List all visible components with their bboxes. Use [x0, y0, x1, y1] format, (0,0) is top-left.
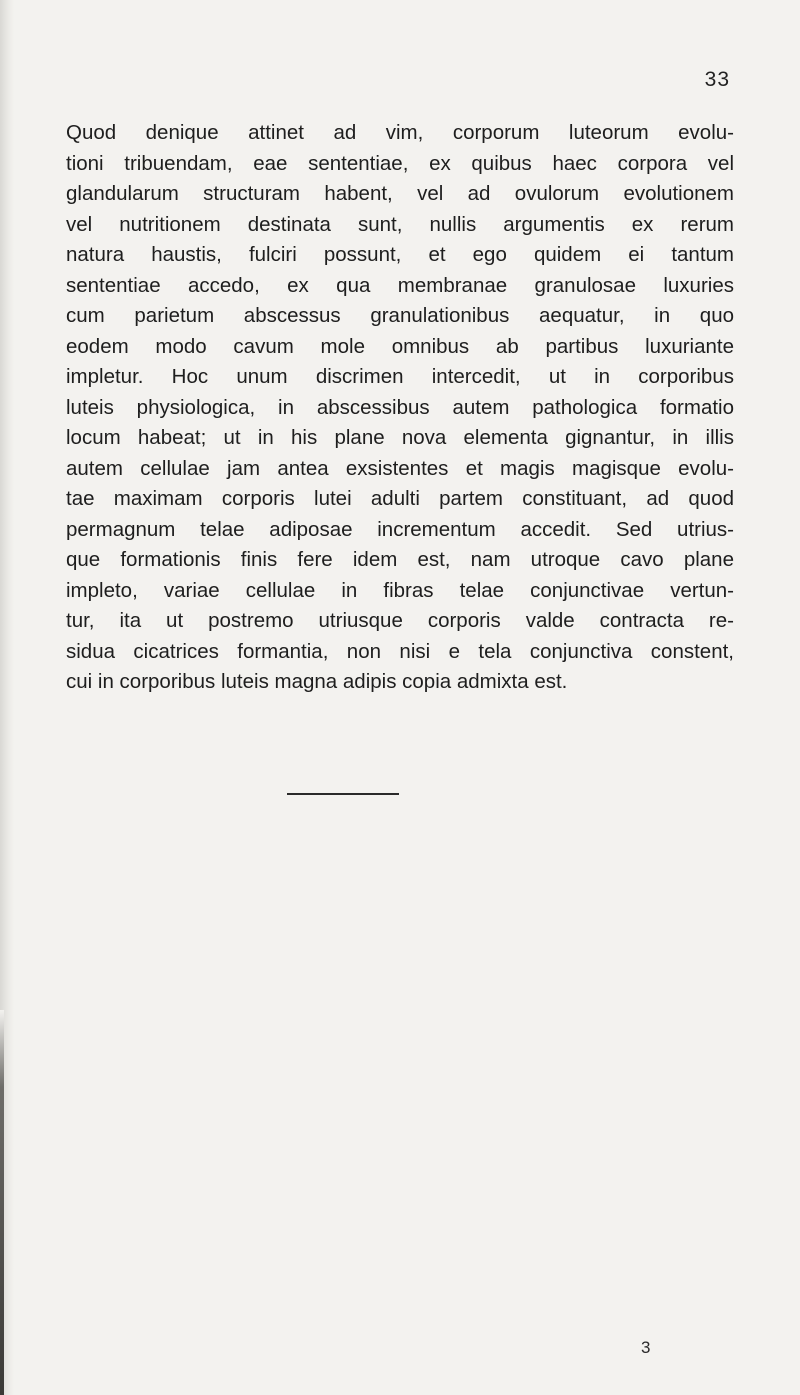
- text-line: impletur. Hoc unum discrimen intercedit, ut in corporibus: [66, 365, 734, 388]
- text-line: que formationis finis fere idem est, nam utroque cavo plane: [66, 548, 734, 571]
- text-line: eodem modo cavum mole omnibus ab partibus luxuriante: [66, 334, 734, 358]
- text-line: tur, ita ut postremo utriusque corporis valde contracta re-: [66, 609, 734, 632]
- text-line: glandularum structuram habent, vel ad ovulorum evolutionem: [66, 182, 734, 205]
- text-line: natura haustis, fulciri possunt, et ego quidem ei tantum: [66, 243, 734, 266]
- text-line: cui in corporibus luteis magna adipis copia admixta est.: [66, 670, 568, 693]
- text-line: impleto, variae cellulae in fibras telae conjunctivae vertun-: [66, 578, 734, 602]
- text-line: sidua cicatrices formantia, non nisi e tela conjunctiva constent,: [66, 639, 734, 663]
- text-line: autem cellulae jam antea exsistentes et magis magisque evolu-: [66, 456, 734, 480]
- body-paragraph: [66, 118, 734, 698]
- text-line: tioni tribuendam, eae sententiae, ex quibus haec corpora vel: [66, 151, 734, 175]
- text-line: cum parietum abscessus granulationibus aequatur, in quo: [66, 304, 734, 327]
- text-line: sententiae accedo, ex qua membranae granulosae luxuries: [66, 273, 734, 297]
- text-line: luteis physiologica, in abscessibus autem pathologica formatio: [66, 395, 734, 419]
- section-divider: [287, 793, 399, 795]
- text-line: vel nutritionem destinata sunt, nullis argumentis ex rerum: [66, 212, 734, 236]
- text-line: tae maximam corporis lutei adulti partem constituant, ad quod: [66, 487, 734, 510]
- binding-edge: [0, 1010, 4, 1395]
- printer-signature-mark: 3: [641, 1338, 651, 1357]
- text-line: permagnum telae adiposae incrementum accedit. Sed utrius-: [66, 517, 734, 541]
- text-line: locum habeat; ut in his plane nova elementa gignantur, in illis: [66, 426, 734, 449]
- page-number: 33: [704, 68, 730, 91]
- text-line: Quod denique attinet ad vim, corporum luteorum evolu-: [66, 121, 734, 144]
